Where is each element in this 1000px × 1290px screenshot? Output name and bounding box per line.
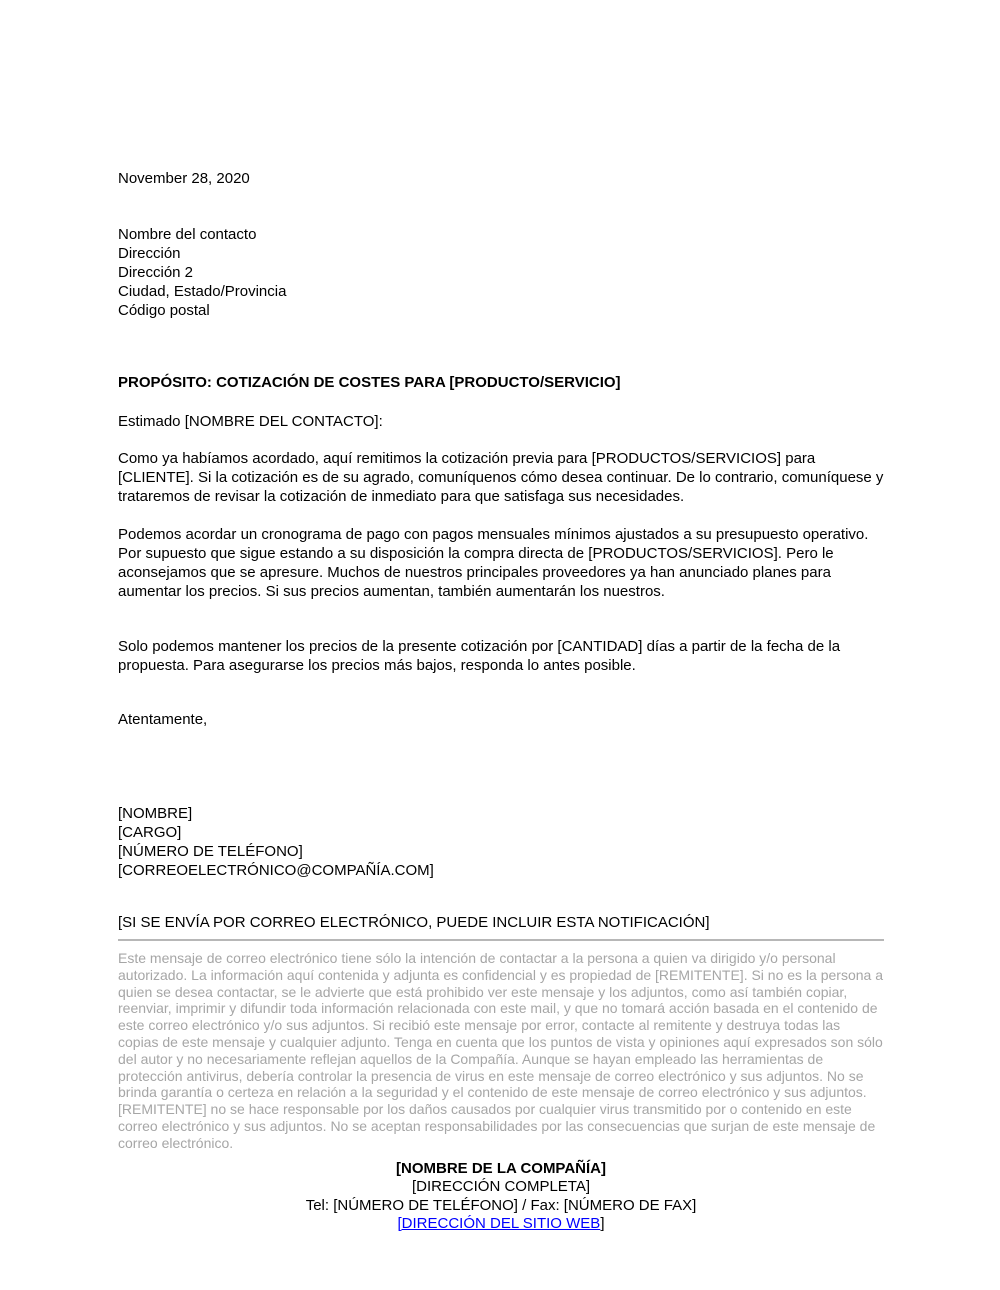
divider-line — [118, 939, 884, 941]
letter-date: November 28, 2020 — [118, 170, 250, 187]
email-disclaimer: Este mensaje de correo electrónico tiene sólo la intención de contactar a la persona a quien va dirigido y/o personal autorizado. La información aquí contenida y adjunta es confidencial y es propiedad de [REMITENTE]. Si no es la persona a quien se desea contactar, se le advierte que está prohibido ver este mensaje y los adjuntos, como así también copiar, reenviar, imprimir y difundir toda información relacionada con este mail, y que no tomará acción basada en el contenido de este correo electrónico y/o sus adjuntos. Si recibió este mensaje por error, contacte al remitente y destruya todas las copias de este mensaje y cualquier adjunto. Tenga en cuenta que los puntos de vista y opiniones aquí expresados son sólo del autor y no necesariamente reflejan aquellos de la Compañía. Aunque se hayan empleado las herramientas de protección antivirus, debería controlar la presencia de virus en este mensaje de correo electrónico y sus adjuntos. No se brinda garantía o certeza en relación a la seguridad y el contenido de este mensaje de correo electrónico y sus adjuntos. [REMITENTE] no se hace responsable por los daños causados por cualquier virus transmitido por o contenido en este correo electrónico y sus adjuntos. No se aceptan responsabilidades por las consecuencias que surjan de este mensaje de correo electrónico. — [118, 950, 884, 1151]
recipient-postal-code: Código postal — [118, 302, 210, 319]
company-website-line — [118, 1215, 884, 1233]
company-tel-fax: Tel: [NÚMERO DE TELÉFONO] / Fax: [NÚMERO DE FAX] — [305, 1196, 697, 1214]
signature-phone: [NÚMERO DE TELÉFONO] — [118, 843, 303, 860]
recipient-city-state: Ciudad, Estado/Provincia — [118, 283, 287, 300]
greeting: Estimado [NOMBRE DEL CONTACTO]: — [118, 413, 383, 430]
recipient-block — [118, 225, 884, 320]
recipient-contact-name: Nombre del contacto — [118, 226, 257, 243]
email-notification-note: [SI SE ENVÍA POR CORREO ELECTRÓNICO, PUEDE INCLUIR ESTA NOTIFICACIÓN] — [118, 914, 710, 931]
recipient-address-2: Dirección 2 — [118, 264, 194, 281]
company-name: [NOMBRE DE LA COMPAÑÍA] — [396, 1160, 606, 1177]
signature-email: [CORREOELECTRÓNICO@COMPAÑÍA.COM] — [118, 862, 434, 879]
company-footer — [118, 1160, 884, 1233]
website-link[interactable]: [DIRECCIÓN DEL SITIO WEB — [397, 1214, 601, 1232]
website-closing-bracket: ] — [600, 1214, 605, 1232]
company-address: [DIRECCIÓN COMPLETA] — [411, 1178, 591, 1196]
closing-salutation: Atentamente, — [118, 711, 208, 728]
signature-title: [CARGO] — [118, 824, 182, 841]
recipient-address-1: Dirección — [118, 245, 181, 262]
body-paragraph-3: Solo podemos mantener los precios de la presente cotización por [CANTIDAD] días a partir de la fecha de la propuesta. Para asegurarse los precios más bajos, responda lo antes posible. — [118, 638, 841, 674]
signature-name: [NOMBRE] — [118, 805, 193, 822]
subject-line: PROPÓSITO: COTIZACIÓN DE COSTES PARA [PRODUCTO/SERVICIO] — [118, 374, 621, 391]
body-paragraph-1: Como ya habíamos acordado, aquí remitimos la cotización previa para [PRODUCTOS/SERVICIOS] para [CLIENTE]. Si la cotización es de su agrado, comuníquenos cómo desea continuar. De lo contrario, comuníquese y trataremos de revisar la cotización de inmediato para que satisfaga sus necesidades. — [118, 450, 884, 505]
body-paragraph-2: Podemos acordar un cronograma de pago con pagos mensuales mínimos ajustados a su presupuesto operativo. Por supuesto que sigue estando a su disposición la compra directa de [PRODUCTOS/SERVICIOS]. Pero le aconsejamos que se apresure. Muchos de nuestros principales proveedores ya han anunciado planes para aumentar los precios. Si sus precios aumentan, también aumentarán los nuestros. — [118, 526, 869, 600]
signature-block — [118, 804, 884, 880]
